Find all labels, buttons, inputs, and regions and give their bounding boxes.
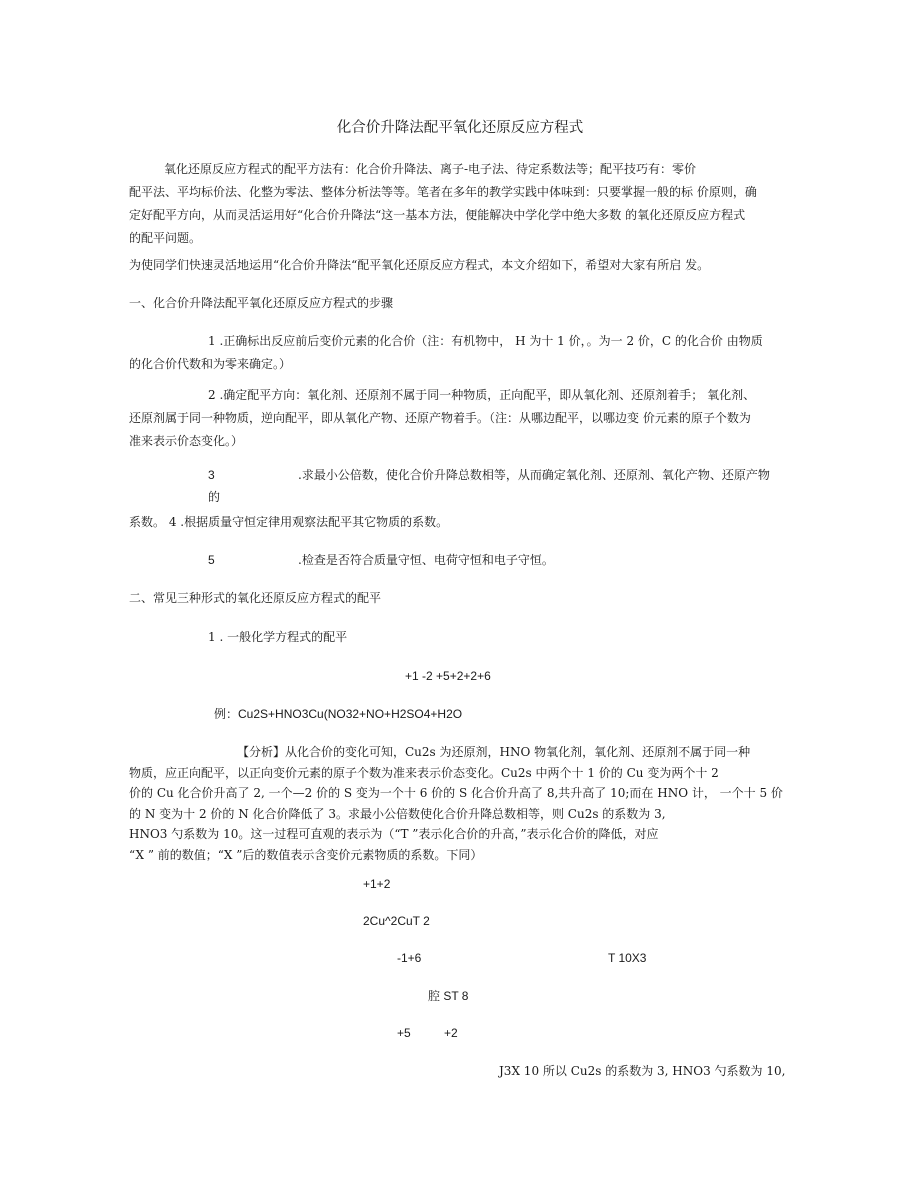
analysis-line: 价的 Cu 化合价升高了 2, 一个—2 价的 S 变为一个十 6 价的 S 化合价升高了 8,共升高了 10;而在 HNO 计， 一个十 5 价 [129,786,783,800]
example-equation: 例：Cu2S+HNO3Cu(NO32+NO+H2SO4+H2O [214,707,463,721]
valence-labels: +1 -2 +5+2+2+6 [405,669,491,683]
step3-tail: 的 [208,490,221,504]
step1-paragraph [129,330,784,376]
step5-text: .检查是否符合质量守恒、电荷守恒和电子守恒。 [298,553,554,567]
intro-line: 定好配平方向，从而灵活运用好“化合价升降法“这一基本方法，便能解决中学化学中绝大多数 的氧化还原反应方程式 [129,208,746,222]
section1-heading: 一、化合价升降法配平氧化还原反应方程式的步骤 [129,296,394,310]
step2-line: 准来表示价态变化。） [129,434,244,448]
intro-line: 氧化还原反应方程式的配平方法有：化合价升降法、离子-电子法、待定系数法等；配平技巧有：零价 [164,162,697,176]
document-title: 化合价升降法配平氧化还原反应方程式 [336,120,584,136]
analysis-line: “X ” 前的数值；“X ”后的数值表示含变价元素物质的系数。下同） [129,847,483,862]
analysis-line: HNO3 勺系数为 10。这一过程可直观的表示为（“T ”表示化合价的升高，”表示化合价的降低，对应 [129,827,659,841]
diagram-valence-n-from: +5 [397,1026,411,1040]
analysis-paragraph [129,742,789,865]
diagram-valence-cu: +1+2 [363,877,391,891]
subsection1-heading: 1 . 一般化学方程式的配平 [208,630,348,644]
intro-paragraph [129,158,784,250]
intro-line: 的配平问题。 [129,231,202,245]
step1-line: 1 .正确标出反应前后变价元素的化合价（注：有机物中， H 为十 1 价，。为一 2 价，C 的化合价 由物质 [208,334,763,348]
intro-line: 配平法、平均标价法、化整为零法、整体分析法等等。笔者在多年的教学实践中体味到：只要掌握一般的标 价原则，确 [129,185,757,199]
analysis-line: 【分析】从化合价的变化可知，Cu2s 为还原剂，HNO 物氧化剂，氧化剂、还原剂不属于同一种 [237,745,751,759]
step2-line: 还原剂属于同一种物质，逆向配平，即从氧化产物、还原产物着手。（注：从哪边配平，以哪边变 价元素的原子个数为 [129,411,751,425]
analysis-line: 的 N 变为十 2 价的 N 化合价降低了 3。求最小公倍数使化合价升降总数相等，则 Cu2s 的系数为 3, [129,806,666,821]
diagram-cu-change: 2Cu^2CuT 2 [363,914,430,928]
step3-number: 3 [208,468,215,482]
diagram-s-change: 腔 ST 8 [428,989,469,1003]
diagram-valence-n-to: +2 [444,1026,458,1040]
step2-paragraph [129,384,784,453]
diagram-total-change: T 10X3 [608,951,647,965]
step1-line: 的化合价代数和为零来确定。） [129,357,292,371]
analysis-line: 物质，应正向配平，以正向变价元素的原子个数为准来表示价态变化。Cu2s 中两个十 1 价的 Cu 变为两个十 2 [129,765,719,780]
step3-continuation: 系数。 4 .根据质量守恒定律用观察法配平其它物质的系数。 [129,515,449,529]
step5-number: 5 [208,553,215,567]
step2-line: 2 .确定配平方向：氧化剂、还原剂不属于同一种物质，正向配平，即从氧化剂、还原剂着手； 氧化剂、 [208,388,756,402]
purpose-paragraph: 为使同学们快速灵活地运用“化合价升降法“配平氧化还原反应方程式，本文介绍如下，希望对大家有所启 发。 [129,258,710,272]
section2-heading: 二、常见三种形式的氧化还原反应方程式的配平 [129,591,382,605]
step3-text: .求最小公倍数，使化合价升降总数相等，从而确定氧化剂、还原剂、氧化产物、还原产物 [298,468,770,482]
diagram-valence-s: -1+6 [397,951,422,965]
diagram-conclusion: J3X 10 所以 Cu2s 的系数为 3, HNO3 勺系数为 10, [499,1064,786,1078]
